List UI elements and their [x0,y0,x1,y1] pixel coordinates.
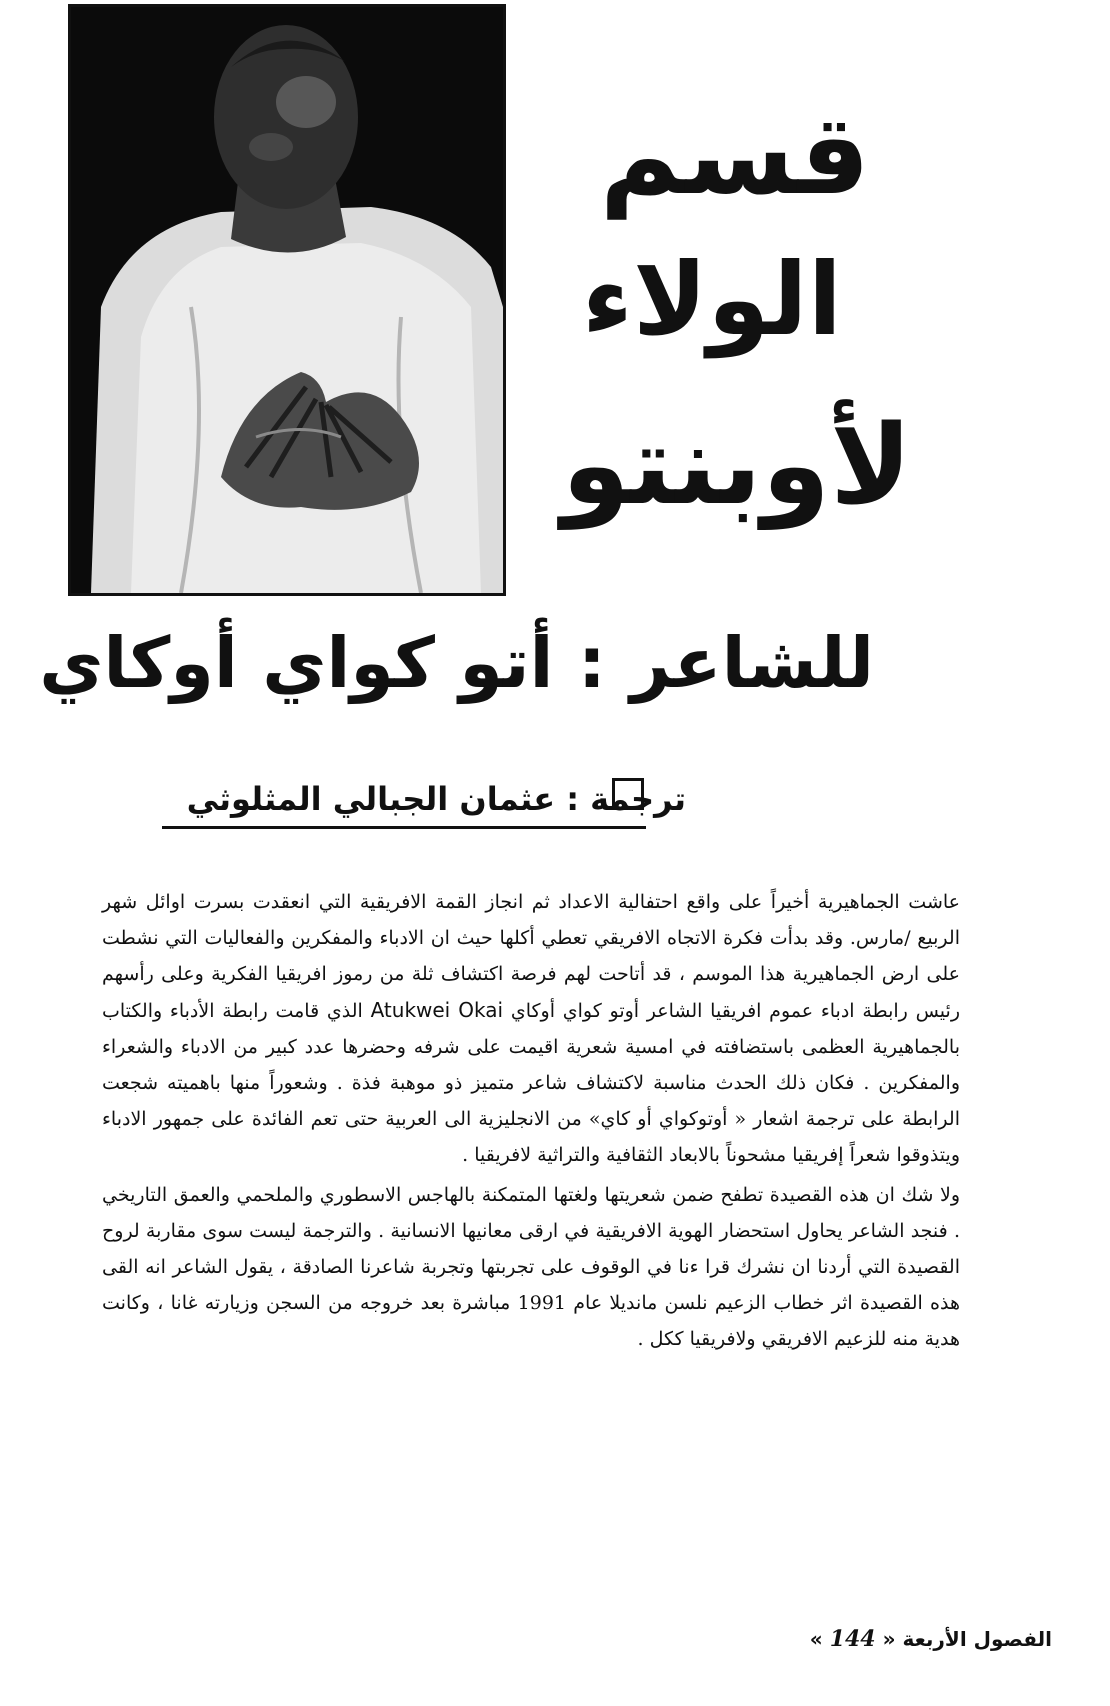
page-number: 144 [829,1626,876,1652]
paragraph-1-text-b: الذي قامت رابطة الأدباء والكتاب بالجماهيرية العظمى باستضافته في امسية شعرية اقيمت على شرفه وحضرها عدد كبير من الادباء والشعراء والمفكرين . فكان ذلك الحدث مناسبة لاكتشاف شاعر متميز ذو موهبة فذة . وشعوراً منها باهميته شجعت الرابطة على ترجمة اشعار « أوتوكواي أو كاي» من الانجليزية الى العربية حتى تعم الفائدة على جمهور الادباء ويتذوقوا شعراً إفريقيا مشحوناً بالابعاد الثقافية والتراثية لافريقيا . [102,1000,960,1166]
paragraph-2: ولا شك ان هذه القصيدة تطفح ضمن شعريتها ولغتها المتمكنة بالهاجس الاسطوري والملحمي والعمق التاريخي . فنجد الشاعر يحاول استحضار الهوية الافريقية في ارقى معانيها الانسانية . والترجمة ليست سوى مقاربة لروح القصيدة التي أردنا ان نشرك قرا ءنا في الوقوف على تجربتها وتجربة شاعرنا الصادقة ، يقول الشاعر انه القى هذه القصيدة اثر خطاب الزعيم نلسن مانديلا عام 1991 مباشرة بعد خروجه من السجن وزيارته غانا ، وكانت هدية منه للزعيم الافريقي ولافريقيا ككل . [102,1184,961,1350]
translator-underline [162,826,646,829]
magazine-name: الفصول الأربعة [902,1627,1052,1651]
translator-line: ترجمة : عثمان الجبالي المثلوثي [186,780,686,818]
paragraph-1 [102,884,960,1173]
page-footer [810,1626,1052,1652]
footer-quote-close: » [809,1627,823,1651]
poet-latin-name: Atukwei Okai [370,998,504,1022]
title-line-2: الولاء [581,241,842,358]
poet-line: للشاعر : أتو كواي أوكاي [39,622,874,704]
paragraph-1-text-a: عاشت الجماهيرية أخيراً على واقع احتفالية الاعداد ثم انجاز القمة الافريقية التي انعقدت بسرت اوائل شهر الربيع /مارس. وقد بدأت فكرة الاتجاه الافريقي تعطي أكلها حيث ان الادباء والمفكرين والفعاليات التي نشطت على ارض الجماهيرية هذا الموسم ، قد أتاحت لهم فرصة اكتشاف ثلة من رموز افريقيا الفكرية وعلى رأسهم رئيس رابطة ادباء عموم افريقيا الشاعر أوتو كواي أوكاي [102,891,960,1022]
poet-photo-illustration [71,7,503,593]
title-line-1: قسم [599,91,870,219]
title-line-3: لأوبنتو [561,401,912,529]
footer-quote-open: « [882,1627,896,1651]
poet-photo [68,4,506,596]
article-body [102,884,960,1357]
